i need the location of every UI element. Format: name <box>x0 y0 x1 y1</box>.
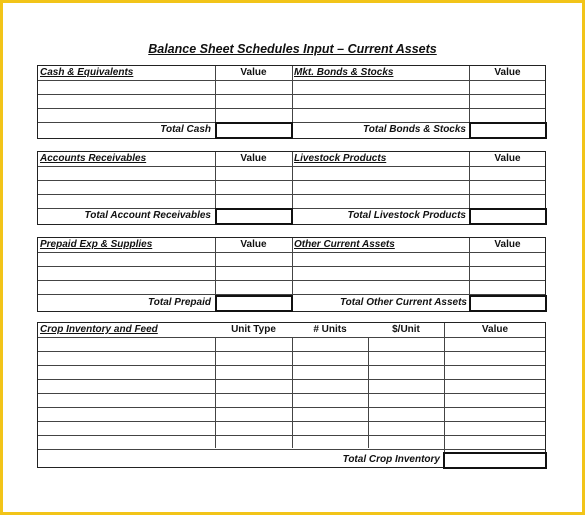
livestock-value-cell[interactable] <box>470 167 546 180</box>
receivables-value-cell[interactable] <box>216 167 292 180</box>
crop-value-cell[interactable] <box>445 338 546 351</box>
row-line <box>38 365 545 366</box>
schedule-block-cash-bonds <box>37 65 546 139</box>
accounts-receivables-header: Accounts Receivables <box>40 153 147 164</box>
total-livestock-field[interactable] <box>469 208 547 225</box>
bonds-entry-cell[interactable] <box>293 81 469 94</box>
prepaid-value-cell[interactable] <box>216 253 292 266</box>
total-prepaid-field[interactable] <box>215 295 293 312</box>
row-line <box>38 94 545 95</box>
bonds-value-header: Value <box>494 67 521 78</box>
row-line <box>38 351 545 352</box>
crop-value-header: Value <box>481 324 509 335</box>
page-title: Balance Sheet Schedules Input – Current Assets <box>148 42 437 56</box>
row-line <box>38 421 545 422</box>
receivables-entry-cell[interactable] <box>38 167 215 180</box>
livestock-products-header: Livestock Products <box>294 153 387 164</box>
total-other-assets-field[interactable] <box>469 295 547 312</box>
row-line <box>38 435 545 436</box>
schedule-block-receivables-livestock <box>37 151 546 225</box>
row-line <box>38 379 545 380</box>
prepaid-entry-cell[interactable] <box>38 253 215 266</box>
row-line <box>38 393 545 394</box>
cash-value-header: Value <box>240 67 267 78</box>
crop-units-cell[interactable] <box>293 338 368 351</box>
total-cash-field[interactable] <box>215 122 293 139</box>
receivables-value-header: Value <box>240 153 267 164</box>
livestock-entry-cell[interactable] <box>293 167 469 180</box>
bonds-stocks-header: Mkt. Bonds & Stocks <box>294 67 394 78</box>
crop-unit-type-cell[interactable] <box>216 338 292 351</box>
livestock-value-header: Value <box>494 153 521 164</box>
prepaid-supplies-header: Prepaid Exp & Supplies <box>40 239 153 250</box>
crop-price-cell[interactable] <box>369 338 444 351</box>
total-other-assets-label: Total Other Current Assets <box>339 297 467 308</box>
row-line <box>38 180 545 181</box>
row-line <box>38 108 545 109</box>
bonds-value-cell[interactable] <box>470 81 546 94</box>
row-line <box>38 194 545 195</box>
total-receivables-field[interactable] <box>215 208 293 225</box>
total-prepaid-label: Total Prepaid <box>148 297 211 308</box>
schedule-block-prepaid-other <box>37 237 546 312</box>
crop-inventory-header: Crop Inventory and Feed <box>40 324 158 335</box>
other-assets-entry-cell[interactable] <box>293 253 469 266</box>
cash-entry-cell[interactable] <box>38 81 215 94</box>
row-line <box>38 407 545 408</box>
total-cash-label: Total Cash <box>160 124 211 135</box>
unit-type-header: Unit Type <box>231 324 276 335</box>
row-line <box>38 266 545 267</box>
total-livestock-label: Total Livestock Products <box>347 210 466 221</box>
row-line <box>38 449 545 450</box>
total-bonds-stocks-label: Total Bonds & Stocks <box>363 124 466 135</box>
row-line <box>38 280 545 281</box>
cash-equivalents-header: Cash & Equivalents <box>40 67 134 78</box>
other-assets-value-cell[interactable] <box>470 253 546 266</box>
total-bonds-stocks-field[interactable] <box>469 122 547 139</box>
other-assets-value-header: Value <box>494 239 521 250</box>
price-per-unit-header: $/Unit <box>392 324 420 335</box>
crop-entry-cell[interactable] <box>38 338 215 351</box>
total-crop-inventory-label: Total Crop Inventory <box>342 454 440 465</box>
other-current-assets-header: Other Current Assets <box>294 239 395 250</box>
total-receivables-label: Total Account Receivables <box>84 210 211 221</box>
total-crop-inventory-field[interactable] <box>443 452 547 469</box>
units-count-header: # Units <box>313 324 347 335</box>
crop-inventory-table <box>37 322 546 468</box>
cash-value-cell[interactable] <box>216 81 292 94</box>
prepaid-value-header: Value <box>240 239 267 250</box>
